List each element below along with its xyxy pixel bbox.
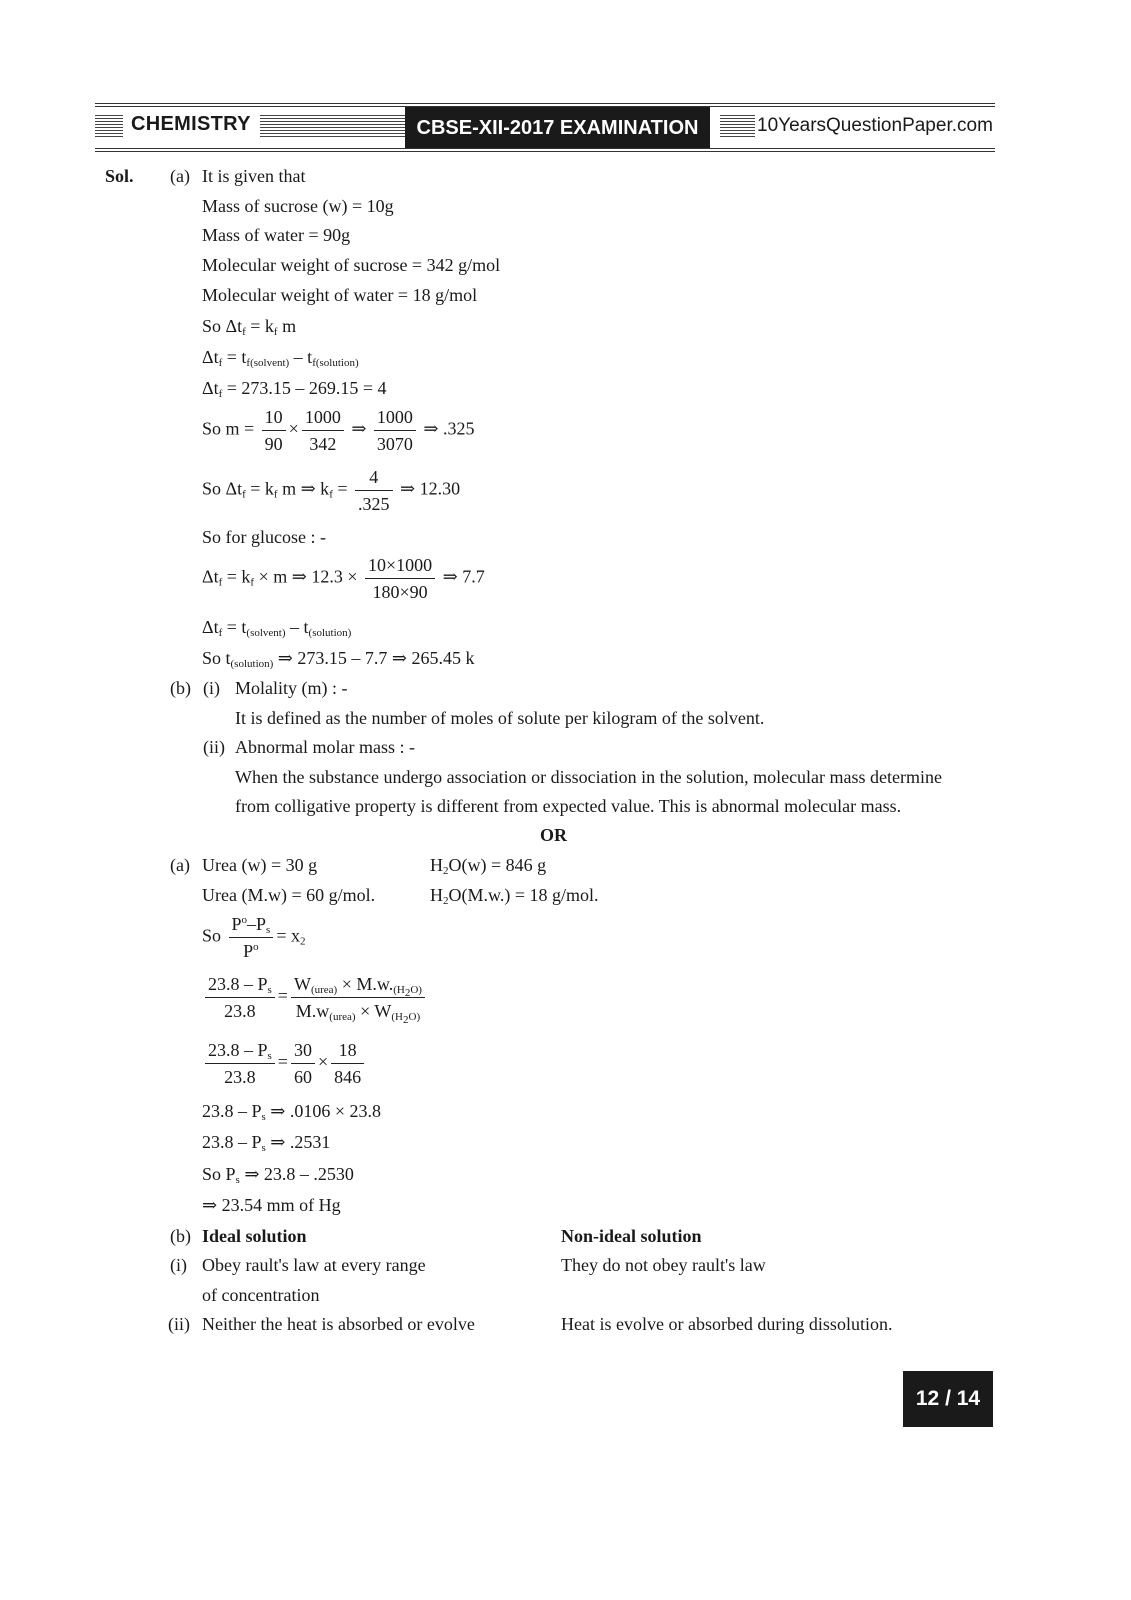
relation-3: $\frac{23.8 - P_s}{23.8}$ = $\frac{30}{60}$ × $\frac{18}{846}$ bbox=[202, 1039, 367, 1088]
header-stripes-right bbox=[720, 115, 755, 139]
molality-title: Molality (m) : - bbox=[235, 678, 348, 698]
nonideal-heading: Non-ideal solution bbox=[561, 1226, 702, 1246]
relation-7: ⇒ 23.54 mm of Hg bbox=[202, 1195, 341, 1215]
abnormal-mass-title: Abnormal molar mass : - bbox=[235, 737, 415, 757]
page-header bbox=[95, 103, 995, 153]
page-number: 12 / 14 bbox=[903, 1371, 993, 1427]
mass-water: Mass of water = 90g bbox=[202, 225, 351, 245]
sol-label: Sol. bbox=[105, 166, 134, 186]
equation-2: $\Delta t_f = t_{f(solvent)} - t_{f(solution)}$ bbox=[202, 347, 359, 369]
header-stripes-left bbox=[95, 115, 123, 139]
part-a-intro: It is given that bbox=[202, 166, 306, 186]
abnormal-mass-text-2: from colligative property is different from expected value. This is abnormal molecular mass. bbox=[235, 796, 902, 816]
exam-title: CBSE-XII-2017 EXAMINATION bbox=[405, 107, 710, 149]
part-b-marker: (b) bbox=[170, 678, 191, 698]
row-ii-marker: (ii) bbox=[168, 1314, 190, 1334]
equation-8: So $t_{(solution)}$ ⇒ 273.15 – 7.7 ⇒ 265.45 k bbox=[202, 648, 475, 670]
relation-2: $\frac{23.8 - P_s}{23.8}$ = $\frac{W_{(urea)} \times M.w._{(H_2O)}}{M.w_{(urea)} \times W_{(H_2O)}}$ bbox=[202, 973, 428, 1022]
molality-definition: It is defined as the number of moles of solute per kilogram of the solvent. bbox=[235, 708, 765, 728]
relation-5: $23.8 - P_s$ ⇒ .2531 bbox=[202, 1132, 331, 1154]
equation-1: So $\Delta t_f = k_f$ m bbox=[202, 316, 297, 338]
or-part-a-marker: (a) bbox=[170, 855, 190, 875]
subject-title: CHEMISTRY bbox=[127, 113, 255, 136]
row-ii-ideal: Neither the heat is absorbed or evolve bbox=[202, 1314, 475, 1334]
abnormal-mass-text-1: When the substance undergo association or dissociation in the solution, molecular mass determine bbox=[235, 767, 943, 787]
equation-7: $\Delta t_f = t_{(solvent)} - t_{(solution)}$ bbox=[202, 617, 352, 639]
header-bottom-rule bbox=[95, 148, 995, 152]
water-molar-mass: $H_2O(M.w.) = 18$ g/mol. bbox=[430, 885, 599, 907]
relation-1: So $\frac{P^o-P_s}{P^o}$ = $x_2$ bbox=[202, 914, 306, 961]
relation-6: So $P_s$ ⇒ 23.8 – .2530 bbox=[202, 1164, 354, 1186]
water-mass: $H_2O(w) = 846$ g bbox=[430, 855, 547, 877]
equation-6: $\Delta t_f = k_f \times m$ ⇒ 12.3 × $\frac{10\times 1000}{180\times 90}$ ⇒ 7.7 bbox=[202, 555, 485, 602]
equation-5: So $\Delta t_f = k_f$ m ⇒ $k_f$ = $\frac{4}{.325}$ ⇒ 12.30 bbox=[202, 467, 461, 514]
part-a-marker: (a) bbox=[170, 166, 190, 186]
row-i-ideal-2: of concentration bbox=[202, 1285, 320, 1305]
part-b-i-marker: (i) bbox=[203, 678, 220, 698]
equation-4: So m = $\frac{10}{90}$ × $\frac{1000}{342}$ ⇒ $\frac{1000}{3070}$ ⇒ .325 bbox=[202, 407, 475, 454]
urea-molar-mass: Urea (M.w) = 60 g/mol. bbox=[202, 885, 376, 905]
ideal-heading: Ideal solution bbox=[202, 1226, 307, 1246]
header-stripes-mid bbox=[260, 115, 405, 139]
row-i-nonideal: They do not obey rault's law bbox=[561, 1255, 766, 1275]
row-i-ideal-1: Obey rault's law at every range bbox=[202, 1255, 426, 1275]
or-divider: OR bbox=[540, 825, 567, 845]
part-b-ii-marker: (ii) bbox=[203, 737, 225, 757]
mw-sucrose: Molecular weight of sucrose = 342 g/mol bbox=[202, 255, 501, 275]
glucose-line: So for glucose : - bbox=[202, 527, 326, 547]
mass-sucrose: Mass of sucrose (w) = 10g bbox=[202, 196, 394, 216]
relation-4: $23.8 - P_s$ ⇒ .0106 × 23.8 bbox=[202, 1101, 382, 1123]
row-ii-nonideal: Heat is evolve or absorbed during dissolution. bbox=[561, 1314, 893, 1334]
site-name: 10YearsQuestionPaper.com bbox=[757, 115, 993, 136]
or-part-b-marker: (b) bbox=[170, 1226, 191, 1246]
equation-3: $\Delta t_f = 273.15 - 269.15 = 4$ bbox=[202, 378, 387, 400]
row-i-marker: (i) bbox=[170, 1255, 187, 1275]
mw-water: Molecular weight of water = 18 g/mol bbox=[202, 285, 478, 305]
urea-mass: Urea (w) = 30 g bbox=[202, 855, 318, 875]
